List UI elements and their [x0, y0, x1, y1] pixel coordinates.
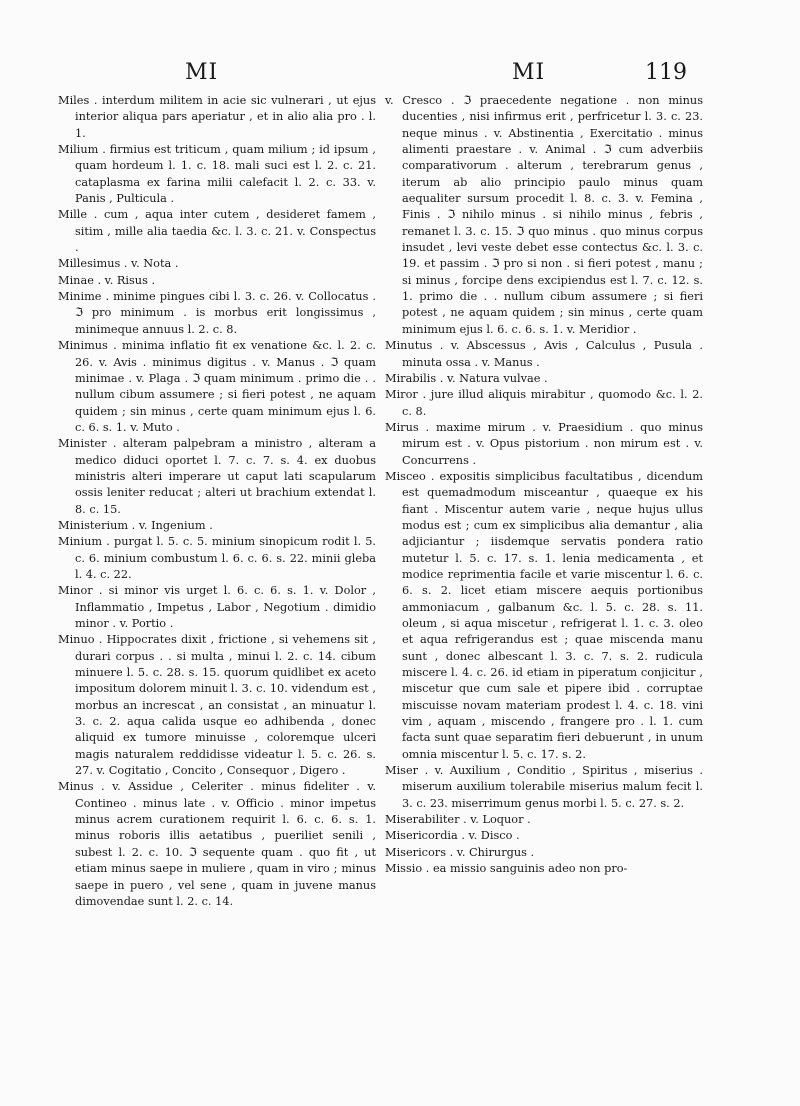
page-header: [0, 60, 800, 90]
index-entry: Mirabilis . v. Natura vulvae .: [385, 371, 548, 385]
right-column: [385, 93, 703, 878]
index-entry: Misceo . expositis simplicibus facultatibus , dicendum est quemadmodum misceantur , quaeque ex his fiant . Miscentur autem varie , neque hujus ullus modus est ; cum ex simplicibus alia demantur , alia adjiciantur ; iisdemque servatis pondera ratio mutetur l. 5. c. 17. s. 1. lenia medicamenta , et modice reprimentia facile et varie miscentur l. 6. c. 6. s. 2. licet etiam miscere aequis portionibus ammoniacum , galbanum &c. l. 5. c. 28. s. 11. oleum , si aqua miscetur , refrigerat l. 1. c. 3. oleo et aqua refrigerandus est ; quae miscenda manu sunt , donec albescant l. 3. c. 7. s. 2. rudicula miscere l. 4. c. 26. id etiam in piperatum conjicitur , miscetur que cum sale et pipere ibid . corruptae miscuisse novam materiam prodest l. 4. c. 18. vini vim , aquam , miscendo , frangere pro . l. 1. cum facta sunt quae separatim fieri debuerunt , in unum omnia miscentur l. 5. c. 17. s. 2.: [385, 469, 703, 761]
left-running-head: MI: [185, 60, 219, 85]
index-entry: Milium . firmius est triticum , quam milium ; id ipsum , quam hordeum l. 1. c. 18. mali suci est l. 2. c. 21. cataplasma ex farina milii calefacit l. 2. c. 33. v. Panis , Pulticula .: [58, 143, 376, 206]
index-entry: Minium . purgat l. 5. c. 5. minium sinopicum rodit l. 5. c. 6. minium combustum l. 6. c. 6. s. 22. minii gleba l. 4. c. 22.: [58, 535, 376, 581]
index-entry: Minister . alteram palpebram a ministro , alteram a medico diduci oportet l. 7. c. 7. s. 4. ex duobus ministris alteri imperare ut caput lati scapularum ossis leniter reducat ; alteri ut brachium extendat l. 8. c. 15.: [58, 437, 376, 516]
index-entry: Ministerium . v. Ingenium .: [58, 518, 213, 532]
index-entry: Missio . ea missio sanguinis adeo non pro-: [385, 862, 628, 876]
index-entry: v. Cresco . ℑ praecedente negatione . non minus ducenties , nisi infirmus erit , perfricetur l. 3. c. 23. neque minus . v. Abstinentia , Exercitatio . minus alimenti praestare . v. Animal . ℑ cum adverbiis comparativorum . alterum , terebrarum genus , iterum ab alio principio paulo minus quam aequaliter sursum procedit l. 8. c. 3. v. Femina , Finis . ℑ nihilo minus . si nihilo minus , febris , remanet l. 3. c. 15. ℑ quo minus . quo minus corpus insudet , levi veste debet esse contectus &c. l. 3. c. 19. et passim . ℑ pro si non . si fieri potest , manu ; si minus , forcipe dens excipiendus est l. 7. c. 12. s. 1. primo die . . nullum cibum assumere ; si fieri potest , ne aquam quidem ; sin minus , certe quam minimum ejus l. 6. c. 6. s. 1. v. Meridior .: [385, 94, 703, 336]
index-entry: Minus . v. Assidue , Celeriter . minus fideliter . v. Contineo . minus late . v. Officio . minor impetus minus acrem curationem requirit l. 6. c. 6. s. 1. minus roboris illis aetatibus , pueriliet senili , subest l. 2. c. 10. ℑ sequente quam . quo fit , ut etiam minus saepe in muliere , quam in viro ; minus saepe in puero , vel sene , quam in juvene manus dimovendae sunt l. 2. c. 14.: [58, 780, 376, 908]
index-entry: Millesimus . v. Nota .: [58, 257, 179, 271]
index-entry: Minimus . minima inflatio fit ex venatione &c. l. 2. c. 26. v. Avis . minimus digitus . v. Manus . ℑ quam minimae . v. Plaga . ℑ quam minimum . primo die . . nullum cibum assumere ; si fieri potest , ne aquam quidem ; sin minus , certe quam minimum ejus l. 6. c. 6. s. 1. v. Muto .: [58, 339, 376, 434]
index-entry: Minutus . v. Abscessus , Avis , Calculus , Pusula . minuta ossa . v. Manus .: [385, 339, 703, 369]
index-entry: Misericordia . v. Disco .: [385, 829, 520, 843]
index-entry: Miles . interdum militem in acie sic vulnerari , ut ejus interior aliqua pars aperiatur , et in alio alia pro . l. 1.: [58, 94, 376, 140]
index-entry: Miser . v. Auxilium , Conditio , Spiritus , miserius . miserum auxilium tolerabile miserius malum fecit l. 3. c. 23. miserrimum genus morbi l. 5. c. 27. s. 2.: [385, 764, 703, 810]
index-entry: Mirus . maxime mirum . v. Praesidium . quo minus mirum est . v. Opus pistorium . non mirum est . v. Concurrens .: [385, 420, 703, 467]
left-column: [58, 93, 376, 910]
index-entry: Minuo . Hippocrates dixit , frictione , si vehemens sit , durari corpus . . si multa , minui l. 2. c. 14. cibum minuere l. 5. c. 28. s. 15. quorum quidlibet ex aceto impositum dolorem minuit l. 3. c. 10. videndum est , morbus an increscat , an consistat , an minuatur l. 3. c. 2. aqua calida usque eo adhibenda , donec aliquid ex tumore minuisse , coloremque ulceri magis naturalem reddidisse videatur l. 5. c. 26. s. 27. v. Cogitatio , Concito , Consequor , Digero .: [58, 633, 376, 778]
index-entry: Mille . cum , aqua inter cutem , desideret famem , sitim , mille alia taedia &c. l. 3. c. 21. v. Conspectus .: [58, 208, 376, 255]
page-number: 119: [645, 60, 687, 85]
index-entry: Minae . v. Risus .: [58, 273, 156, 287]
index-entry: Miror . jure illud aliquis mirabitur , quomodo &c. l. 2. c. 8.: [385, 388, 703, 418]
index-entry: Miserabiliter . v. Loquor .: [385, 813, 531, 827]
index-entry: Minime . minime pingues cibi l. 3. c. 26. v. Collocatus . ℑ pro minimum . is morbus erit longissimus , minimeque annuus l. 2. c. 8.: [58, 290, 376, 336]
index-entry: Misericors . v. Chirurgus .: [385, 845, 535, 859]
right-running-head: MI: [512, 60, 546, 85]
index-entry: Minor . si minor vis urget l. 6. c. 6. s. 1. v. Dolor , Inflammatio , Impetus , Labor , Negotium . dimidio minor . v. Portio .: [58, 584, 376, 630]
